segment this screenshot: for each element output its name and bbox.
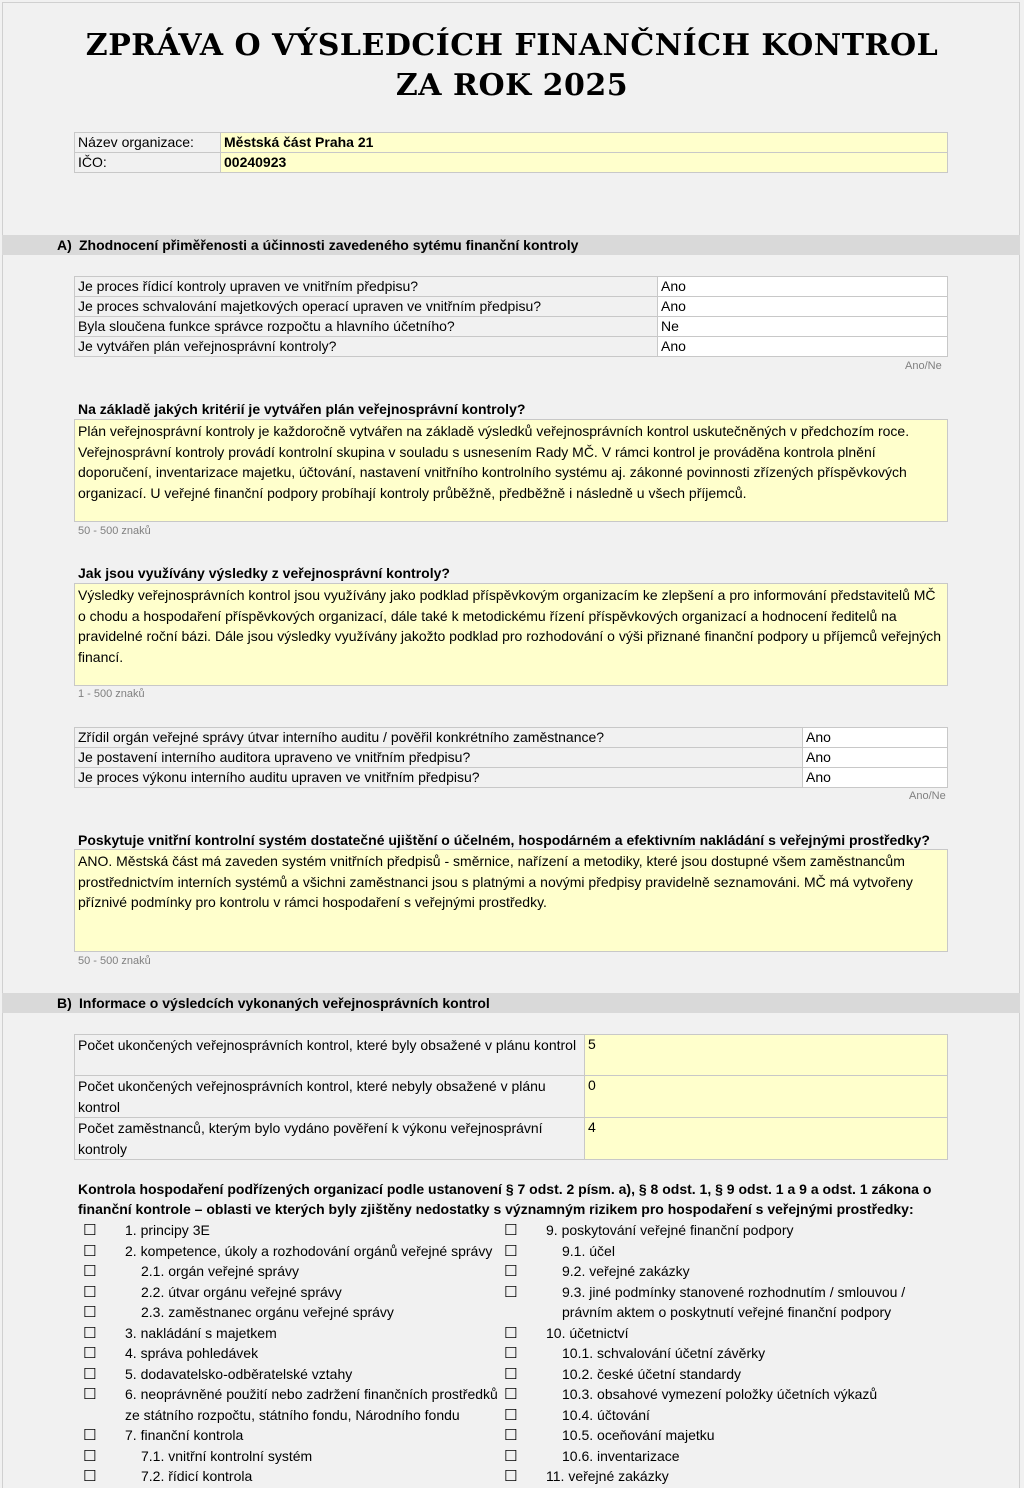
count-label: Počet ukončených veřejnosprávních kontrol, které nebyly obsažené v plánu kontrol [75, 1076, 585, 1118]
question-label: Je vytvářen plán veřejnosprávní kontroly? [75, 337, 658, 357]
checkbox-icon[interactable]: ☐ [504, 1262, 518, 1280]
checkbox-label: 10.4. účtování [562, 1406, 650, 1423]
yesno-hint-2: Ano/Ne [909, 790, 946, 802]
checkbox-icon[interactable]: ☐ [504, 1221, 518, 1239]
answer-field[interactable]: Ne [658, 317, 948, 337]
section-a-title: Zhodnocení přiměřenosti a účinnosti zavedeného sytému finanční kontroly [79, 237, 579, 253]
checkbox-label: 6. neoprávněné použití nebo zadržení finančních prostředků [125, 1386, 498, 1402]
section-a-header [2, 235, 1020, 255]
checkbox-icon[interactable]: ☐ [504, 1364, 518, 1383]
count-field[interactable]: 4 [585, 1118, 948, 1160]
checkbox-icon[interactable]: ☐ [83, 1426, 97, 1444]
section-a-letter: A) [57, 237, 72, 253]
checkbox-label: 10.2. české účetní standardy [562, 1365, 741, 1382]
answer-field[interactable]: Ano [658, 277, 948, 297]
checkbox-icon[interactable]: ☐ [504, 1426, 518, 1444]
audit-questions-table [74, 727, 948, 788]
org-name-field[interactable]: Městská část Praha 21 [221, 133, 948, 153]
checkbox-label: 4. správa pohledávek [125, 1345, 259, 1361]
section-b-letter: B) [57, 995, 72, 1011]
checkbox-icon[interactable]: ☐ [504, 1323, 518, 1342]
org-table [74, 132, 948, 173]
checkbox-label: 11. veřejné zakázky [546, 1468, 669, 1484]
checkbox-label: 9. poskytování veřejné finanční podpory [546, 1222, 794, 1238]
checkbox-label: 7.2. řídicí kontrola [141, 1468, 253, 1484]
answer-field[interactable]: Ano [658, 297, 948, 317]
checkbox-icon[interactable]: ☐ [83, 1323, 97, 1342]
checkbox-icon[interactable]: ☐ [504, 1241, 518, 1260]
org-ico-label: IČO: [75, 153, 221, 173]
assurance-question: Poskytuje vnitřní kontrolní systém dostatečné ujištění o účelném, hospodárném a efektivním nakládání s veřejnými prostředky? [78, 832, 930, 848]
checkbox-label: 10. účetnictví [546, 1324, 629, 1341]
org-name-label: Název organizace: [75, 133, 221, 153]
checkbox-label: 9.2. veřejné zakázky [562, 1263, 690, 1279]
checkbox-label: 10.5. oceňování majetku [562, 1427, 715, 1443]
question-label: Je postavení interního auditora upraveno ve vnitřním předpisu? [75, 748, 803, 768]
checkbox-icon[interactable]: ☐ [83, 1344, 97, 1362]
checkbox-icon[interactable]: ☐ [83, 1303, 97, 1321]
checkbox-icon[interactable]: ☐ [83, 1262, 97, 1280]
report-title-line1: ZPRÁVA O VÝSLEDCÍCH FINANČNÍCH KONTROL [85, 28, 939, 63]
checkbox-icon[interactable]: ☐ [504, 1467, 518, 1485]
checkbox-icon[interactable]: ☐ [504, 1446, 518, 1465]
checkbox-icon[interactable]: ☐ [83, 1282, 97, 1301]
section-b-header [2, 993, 1020, 1013]
criteria-question: Na základě jakých kritérií je vytvářen plán veřejnosprávní kontroly? [78, 401, 526, 417]
checkbox-label: 5. dodavatelsko-odběratelské vztahy [125, 1365, 353, 1382]
checkbox-label: 1. principy 3E [125, 1222, 210, 1238]
count-field[interactable]: 0 [585, 1076, 948, 1118]
checkbox-label: 2.2. útvar orgánu veřejné správy [141, 1283, 342, 1300]
checkbox-label: 10.1. schvalování účetní závěrky [562, 1345, 766, 1361]
checkbox-label: 7.1. vnitřní kontrolní systém [141, 1447, 313, 1464]
question-label: Zřídil orgán veřejné správy útvar interního auditu / pověřil konkrétního zaměstnance? [75, 728, 803, 748]
checkbox-label: 10.3. obsahové vymezení položky účetních výkazů [562, 1386, 878, 1402]
results-question: Jak jsou využívány výsledky z veřejnosprávní kontroly? [78, 565, 450, 581]
question-label: Byla sloučena funkce správce rozpočtu a hlavního účetního? [75, 317, 658, 337]
answer-field[interactable]: Ano [658, 337, 948, 357]
counts-table [74, 1034, 948, 1160]
checkbox-label: 9.1. účel [562, 1242, 615, 1259]
assurance-char-hint: 50 - 500 znaků [78, 955, 151, 967]
count-label: Počet zaměstnanců, kterým bylo vydáno pověření k výkonu veřejnosprávní kontroly [75, 1118, 585, 1160]
checkbox-icon[interactable]: ☐ [83, 1385, 97, 1403]
answer-field[interactable]: Ano [803, 748, 948, 768]
checkbox-icon[interactable]: ☐ [504, 1344, 518, 1362]
assurance-answer-field[interactable]: ANO. Městská část má zaveden systém vnitřních předpisů - směrnice, nařízení a metodiky, které jsou dostupné všem zaměstnancům prostřednictvím interních systémů a všichni zaměstnanci jsou s platnými a novými předpisy pravidelně seznamováni. MČ má vytvořeny příznivé podmínky pro kontrolu v rámci hospodaření s veřejnými prostředky. [74, 849, 948, 952]
control-questions-table [74, 276, 948, 357]
checkbox-label: 10.6. inventarizace [562, 1447, 680, 1464]
count-label: Počet ukončených veřejnosprávních kontrol, které byly obsažené v plánu kontrol [75, 1035, 585, 1076]
answer-field[interactable]: Ano [803, 768, 948, 788]
results-char-hint: 1 - 500 znaků [78, 688, 145, 700]
checkbox-label: 2.3. zaměstnanec orgánu veřejné správy [141, 1304, 394, 1320]
checkbox-icon[interactable]: ☐ [504, 1405, 518, 1424]
criteria-answer-field[interactable]: Plán veřejnosprávní kontroly je každoročně vytvářen na základě výsledků veřejnosprávních kontrol uskutečněných v předchozím roce. Veřejnosprávní kontroly provádí kontrolní skupina v souladu s usnesením Rady MČ. V rámci kontrol je prováděna kontrola plnění doporučení, inventarizace majetku, účtování, nastavení vnitřního kontrolního systému aj. zákonné povinnosti zřízených příspěvkových organizací. U veřejné finanční podpory probíhají kontroly průběžně, předběžně i následně u všech příjemců. [74, 419, 948, 522]
report-title-line2: ZA ROK 2025 [395, 68, 629, 103]
checkbox-icon[interactable]: ☐ [504, 1282, 518, 1301]
checkbox-icon[interactable]: ☐ [83, 1364, 97, 1383]
question-label: Je proces výkonu interního auditu upraven ve vnitřním předpisu? [75, 768, 803, 788]
checkbox-label: 2.1. orgán veřejné správy [141, 1263, 299, 1279]
deficiency-title-line1: Kontrola hospodaření podřízených organizací podle ustanovení § 7 odst. 2 písm. a), § 8 odst. 1, § 9 odst. 1 a 9 a odst. 1 zákona o [78, 1181, 932, 1197]
checkbox-label: 9.3. jiné podmínky stanovené rozhodnutím / smlouvou / [562, 1283, 906, 1300]
checkbox-icon[interactable]: ☐ [83, 1241, 97, 1260]
checkbox-icon[interactable]: ☐ [504, 1385, 518, 1403]
criteria-char-hint: 50 - 500 znaků [78, 525, 151, 537]
checkbox-label: 2. kompetence, úkoly a rozhodování orgánů veřejné správy [125, 1242, 493, 1259]
checkbox-icon[interactable]: ☐ [83, 1467, 97, 1485]
checkbox-label: právním aktem o poskytnutí veřejné finanční podpory [562, 1304, 892, 1320]
yesno-hint: Ano/Ne [905, 360, 942, 372]
results-answer-field[interactable]: Výsledky veřejnosprávních kontrol jsou využívány jako podklad příspěvkovým organizacím ke zlepšení a pro informování představitelů MČ o chodu a hospodaření příspěvkových organizací, dále také k metodickému řízení příspěvkových organizací a hodnocení ředitelů na pravidelné roční bázi. Dále jsou výsledky využívány jakožto podklad pro rozhodování o výši přiznané finanční podpory u příjemců veřejných financí. [74, 583, 948, 686]
question-label: Je proces schvalování majetkových operací upraven ve vnitřním předpisu? [75, 297, 658, 317]
checkbox-label: ze státního rozpočtu, státního fondu, Národního fondu [125, 1406, 460, 1423]
checkbox-icon[interactable]: ☐ [83, 1221, 97, 1239]
checkbox-label: 7. finanční kontrola [125, 1427, 244, 1443]
org-ico-field[interactable]: 00240923 [221, 153, 948, 173]
question-label: Je proces řídicí kontroly upraven ve vnitřním předpisu? [75, 277, 658, 297]
deficiency-title-line2: finanční kontrole – oblasti ve kterých byly zjištěny nedostatky s významným rizikem pro hospodaření s veřejnými prostředky: [78, 1201, 914, 1217]
section-b-title: Informace o výsledcích vykonaných veřejnosprávních kontrol [79, 995, 490, 1011]
count-field[interactable]: 5 [585, 1035, 948, 1076]
answer-field[interactable]: Ano [803, 728, 948, 748]
checkbox-icon[interactable]: ☐ [83, 1446, 97, 1465]
checkbox-label: 3. nakládání s majetkem [125, 1324, 277, 1341]
